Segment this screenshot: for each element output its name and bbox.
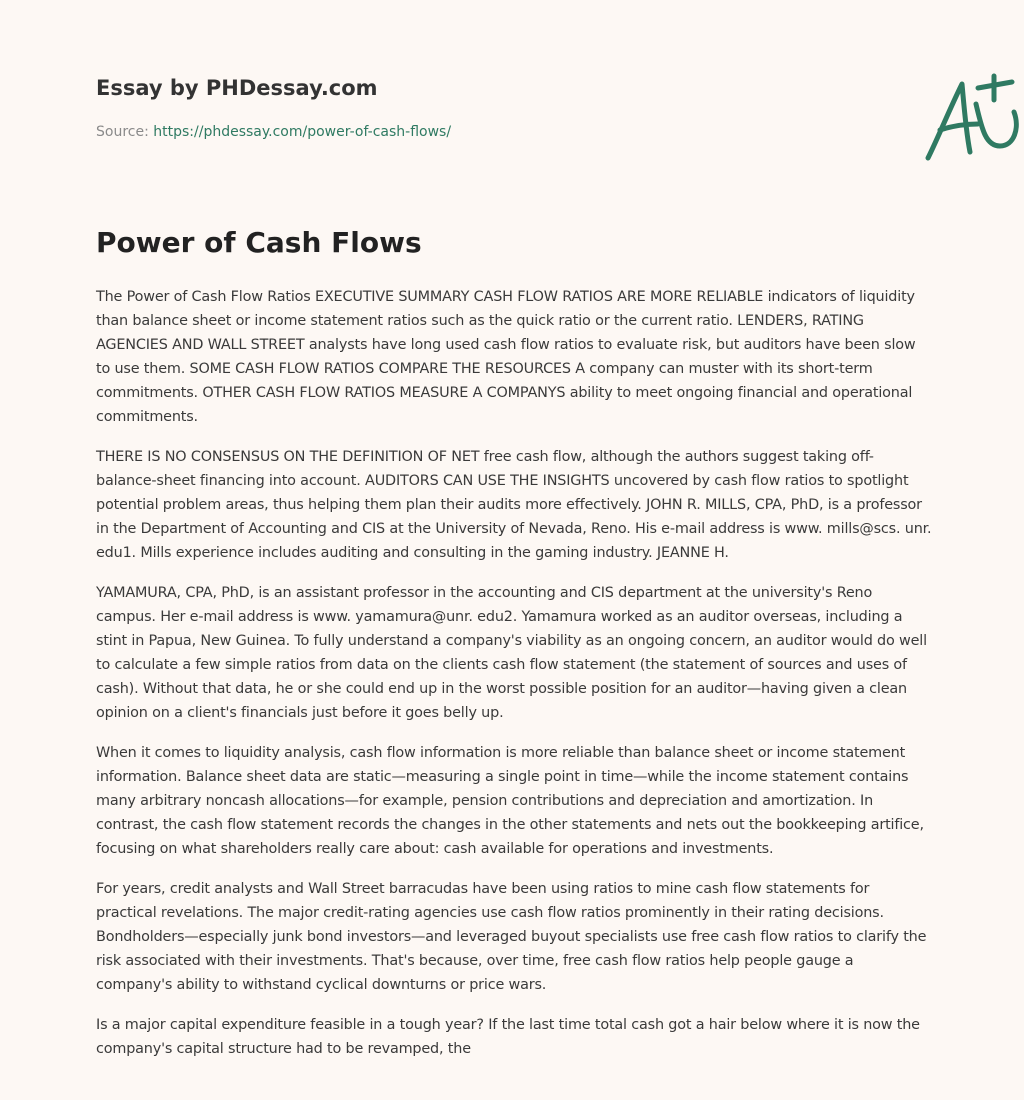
source-line: [96, 124, 451, 140]
essay-paragraph: For years, credit analysts and Wall Street barracudas have been using ratios to mine cash flow statements for practical revelations. The major credit-rating agencies use cash flow ratios prominently in their rating decisions. Bondholders—especially junk bond investors—and leveraged buyout specialists use free cash flow ratios to clarify the risk associated with their investments. That's because, over time, free cash flow ratios help people gauge a company's ability to withstand cyclical downturns or price wars.: [96, 881, 927, 993]
essay-paragraph: Is a major capital expenditure feasible in a tough year? If the last time total cash got a hair below where it is now the company's capital structure had to be revamped, the: [96, 1017, 920, 1057]
source-link[interactable]: https://phdessay.com/power-of-cash-flows/: [153, 124, 452, 140]
site-title: Essay by PHDessay.com: [96, 76, 378, 100]
essay-paragraph: YAMAMURA, CPA, PhD, is an assistant professor in the accounting and CIS department at the university's Reno campus. Her e-mail address is www. yamamura@unr. edu2. Yamamura worked as an auditor overseas, including a stint in Papua, New Guinea. To fully understand a company's viability as an ongoing concern, an auditor would do well to calculate a few simple ratios from data on the clients cash flow statement (the statement of sources and uses of cash). Without that data, he or she could end up in the worst possible position for an auditor—having given a clean opinion on a client's financials just before it goes belly up.: [96, 585, 927, 721]
essay-paragraph: The Power of Cash Flow Ratios EXECUTIVE SUMMARY CASH FLOW RATIOS ARE MORE RELIABLE indicators of liquidity than balance sheet or income statement ratios such as the quick ratio or the current ratio. LENDERS, RATING AGENCIES AND WALL STREET analysts have long used cash flow ratios to evaluate risk, but auditors have been slow to use them. SOME CASH FLOW RATIOS COMPARE THE RESOURCES A company can muster with its short-term commitments. OTHER CASH FLOW RATIOS MEASURE A COMPANYS ability to meet ongoing financial and operational commitments.: [96, 289, 916, 425]
a-plus-logo-icon: [916, 66, 1024, 166]
source-label: Source:: [96, 124, 154, 140]
essay-title: Power of Cash Flows: [96, 226, 422, 259]
essay-paragraph: When it comes to liquidity analysis, cash flow information is more reliable than balance sheet or income statement information. Balance sheet data are static—measuring a single point in time—while the income statement contains many arbitrary noncash allocations—for example, pension contributions and depreciation and amortization. In contrast, the cash flow statement records the changes in the other statements and nets out the bookkeeping artifice, focusing on what shareholders really care about: cash available for operations and investments.: [96, 745, 924, 857]
essay-paragraph: THERE IS NO CONSENSUS ON THE DEFINITION OF NET free cash flow, although the authors suggest taking off-balance-sheet financing into account. AUDITORS CAN USE THE INSIGHTS uncovered by cash flow ratios to spotlight potential problem areas, thus helping them plan their audits more effectively. JOHN R. MILLS, CPA, PhD, is a professor in the Department of Accounting and CIS at the University of Nevada, Reno. His e-mail address is www. mills@scs. unr. edu1. Mills experience includes auditing and consulting in the gaming industry. JEANNE H.: [96, 449, 932, 561]
essay-body: [96, 285, 932, 1077]
